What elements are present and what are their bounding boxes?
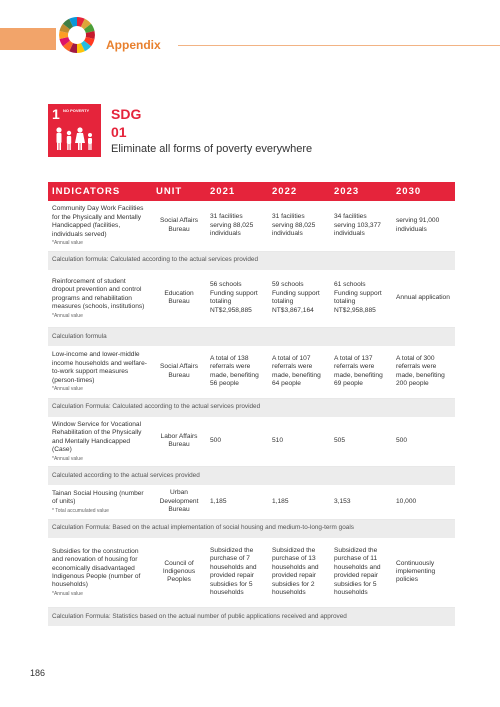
- sdg-label: SDG: [111, 106, 142, 122]
- indicator-text: Low-income and lower-middle income households and welfare-to-work support measures (person-times): [52, 351, 147, 384]
- table-row: [48, 270, 455, 328]
- value-2030: Continuously implementing policies: [392, 538, 455, 608]
- value-2021: 56 schools Funding support totaling NT$2,958,885: [206, 270, 268, 328]
- indicator-cell: [48, 270, 152, 328]
- table-header-row: [48, 182, 455, 201]
- formula-text: Calculation formula: Calculated according to the actual services provided: [48, 251, 455, 270]
- indicator-text: Window Service for Vocational Rehabilitation of the Physically and Mentally Handicapped (Case): [52, 420, 142, 454]
- section-title: Appendix: [106, 38, 161, 52]
- sdg-number: 01: [111, 124, 127, 140]
- value-2023: 61 schools Funding support totaling NT$2,958,885: [330, 270, 392, 328]
- indicators-table: [48, 182, 455, 626]
- value-2021: Subsidized the purchase of 7 households and provided repair subsidies for 5 households: [206, 538, 268, 608]
- value-2021: 500: [206, 417, 268, 467]
- table-row: [48, 538, 455, 608]
- unit-cell: Social Affairs Bureau: [152, 346, 206, 398]
- indicator-cell: [48, 346, 152, 398]
- indicator-text: Reinforcement of student dropout prevention and control programs and rehabilitation measures (schools, institutions): [52, 277, 145, 311]
- value-2023: Subsidized the purchase of 11 households and provided repair subsidies for 5 households: [330, 538, 392, 608]
- value-2021: A total of 138 referrals were made, benefiting 56 people: [206, 346, 268, 398]
- value-2022: Subsidized the purchase of 13 households and provided repair subsidies for 2 households: [268, 538, 330, 608]
- header-accent-bar: [0, 28, 56, 50]
- header-divider: [178, 45, 500, 46]
- formula-row: [48, 467, 455, 486]
- formula-text: Calculation formula: [48, 328, 455, 347]
- formula-row: [48, 251, 455, 270]
- page-number: 186: [30, 668, 46, 678]
- value-2030: A total of 300 referrals were made, benefiting 200 people: [392, 346, 455, 398]
- value-2022: A total of 107 referrals were made, benefiting 64 people: [268, 346, 330, 398]
- value-2030: Annual application: [392, 270, 455, 328]
- indicator-cell: [48, 201, 152, 251]
- formula-text: Calculation Formula: Statistics based on the actual number of public applications received and approved: [48, 608, 455, 627]
- value-2030: 10,000: [392, 485, 455, 519]
- value-2023: A total of 137 referrals were made, benefiting 69 people: [330, 346, 392, 398]
- formula-row: [48, 398, 455, 417]
- formula-row: [48, 608, 455, 627]
- sdg-wheel-icon: [58, 16, 96, 54]
- indicator-cell: [48, 485, 152, 519]
- value-2023: 505: [330, 417, 392, 467]
- table-row: [48, 346, 455, 398]
- value-2030: serving 91,000 individuals: [392, 201, 455, 251]
- value-2022: 510: [268, 417, 330, 467]
- value-2022: 1,185: [268, 485, 330, 519]
- unit-cell: Labor Affairs Bureau: [152, 417, 206, 467]
- value-2021: 31 facilities serving 88,025 individuals: [206, 201, 268, 251]
- unit-cell: Urban Development Bureau: [152, 485, 206, 519]
- indicator-text: Community Day Work Facilities for the Physically and Mentally Handicapped (facilities, individuals served): [52, 205, 144, 238]
- unit-cell: Council of Indigenous Peoples: [152, 538, 206, 608]
- formula-row: [48, 328, 455, 347]
- value-2030: 500: [392, 417, 455, 467]
- header-unit: UNIT: [152, 182, 206, 201]
- header-2023: 2023: [330, 182, 392, 201]
- table-row: [48, 201, 455, 251]
- goal-title: Eliminate all forms of poverty everywhere: [111, 143, 313, 155]
- indicator-cell: [48, 417, 152, 467]
- value-note: *Annual value: [52, 312, 83, 319]
- value-note: *Annual value: [52, 455, 83, 462]
- indicator-cell: [48, 538, 152, 608]
- header-2022: 2022: [268, 182, 330, 201]
- goal-icon-short-title: NO POVERTY: [63, 108, 90, 113]
- formula-text: Calculation Formula: Based on the actual implementation of social housing and medium-to-long-term goals: [48, 519, 455, 538]
- formula-text: Calculated according to the actual services provided: [48, 467, 455, 486]
- unit-cell: Social Affairs Bureau: [152, 201, 206, 251]
- header-2030: 2030: [392, 182, 455, 201]
- formula-text: Calculation Formula: Calculated according to the actual services provided: [48, 398, 455, 417]
- value-2023: 34 facilities serving 103,377 individuals: [330, 201, 392, 251]
- header-2021: 2021: [206, 182, 268, 201]
- value-note: *Annual value: [52, 240, 83, 247]
- table-row: [48, 417, 455, 467]
- value-note: * Total accumulated value: [52, 507, 109, 514]
- header-indicators: INDICATORS: [48, 182, 152, 201]
- indicator-text: Subsidies for the construction and renovation of housing for economically disadvantaged Indigenous People (number of households): [52, 547, 141, 589]
- family-icon: [54, 126, 96, 152]
- unit-cell: Education Bureau: [152, 270, 206, 328]
- indicator-text: Tainan Social Housing (number of units): [52, 489, 144, 506]
- value-2023: 3,153: [330, 485, 392, 519]
- formula-row: [48, 519, 455, 538]
- value-note: *Annual value: [52, 590, 83, 597]
- table-row: [48, 485, 455, 519]
- sdg-goal-icon: [48, 104, 101, 157]
- value-2021: 1,185: [206, 485, 268, 519]
- value-note: *Annual value: [52, 386, 83, 393]
- value-2022: 59 schools Funding support totaling NT$3,867,164: [268, 270, 330, 328]
- value-2022: 31 facilities serving 88,025 individuals: [268, 201, 330, 251]
- goal-icon-number: 1: [52, 106, 60, 122]
